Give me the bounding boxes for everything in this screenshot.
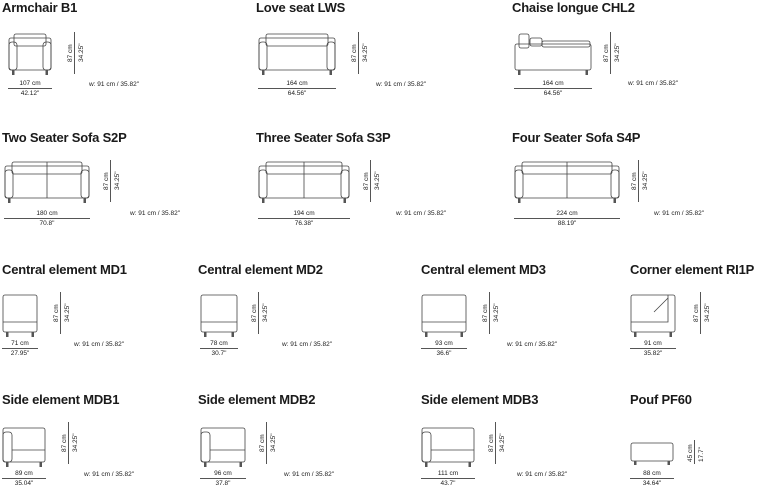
width-in: 70.8" <box>39 220 55 227</box>
width-dimension <box>2 470 46 487</box>
width-dimension <box>514 210 620 227</box>
width-dimension <box>630 340 676 357</box>
depth-dimension: w: 91 cm / 35.82" <box>376 81 426 88</box>
product-central-element-md1 <box>2 262 196 362</box>
side-element-icon <box>421 424 475 468</box>
product-title: Love seat LWS <box>256 0 346 15</box>
width-cm: 96 cm <box>214 470 232 477</box>
product-central-element-md2 <box>198 262 418 362</box>
depth-dimension: w: 91 cm / 35.82" <box>89 81 139 88</box>
height-dimension <box>630 160 652 202</box>
height-cm: 87 cm <box>363 172 370 190</box>
product-three-seater-sofa-s3p <box>256 130 506 240</box>
width-dimension <box>421 340 467 357</box>
product-two-seater-sofa-s2p <box>2 130 252 240</box>
width-cm: 78 cm <box>210 340 228 347</box>
depth-dimension: w: 91 cm / 35.82" <box>282 341 332 348</box>
width-cm: 89 cm <box>15 470 33 477</box>
product-title: Side element MDB3 <box>421 392 539 407</box>
height-in: 34.25" <box>499 433 506 452</box>
corner-element-icon <box>630 294 676 338</box>
width-in: 35.04" <box>14 480 34 487</box>
product-armchair-b1 <box>2 0 252 110</box>
height-cm: 87 cm <box>693 304 700 322</box>
width-dimension <box>4 210 90 227</box>
width-dimension <box>258 80 336 97</box>
width-in: 64.56" <box>543 90 563 97</box>
height-dimension <box>487 422 509 464</box>
product-title: Armchair B1 <box>2 0 78 15</box>
depth-dimension: w: 91 cm / 35.82" <box>284 471 334 478</box>
width-dimension <box>514 80 592 97</box>
height-in: 34.25" <box>78 43 85 62</box>
height-in: 34.25" <box>64 303 71 322</box>
product-title: Side element MDB1 <box>2 392 120 407</box>
height-cm: 87 cm <box>631 172 638 190</box>
height-dimension <box>258 422 280 464</box>
width-in: 36.6" <box>436 350 452 357</box>
chaise-longue-icon <box>514 32 592 76</box>
sofa-three-seater-icon <box>258 160 350 204</box>
width-cm: 194 cm <box>293 210 315 217</box>
width-cm: 164 cm <box>542 80 564 87</box>
product-chaise-longue-chl2 <box>512 0 766 110</box>
width-in: 27.95" <box>10 350 30 357</box>
height-cm: 87 cm <box>603 44 610 62</box>
product-title: Chaise longue CHL2 <box>512 0 635 15</box>
product-pouf-pf60 <box>630 392 766 490</box>
pouf-icon <box>630 442 674 466</box>
product-side-element-mdb2 <box>198 392 418 490</box>
height-in: 34.25" <box>614 43 621 62</box>
product-title: Corner element RI1P <box>630 262 755 277</box>
height-cm: 87 cm <box>259 434 266 452</box>
width-cm: 88 cm <box>643 470 661 477</box>
product-title: Central element MD1 <box>2 262 127 277</box>
width-dimension <box>8 80 52 97</box>
depth-dimension: w: 91 cm / 35.82" <box>84 471 134 478</box>
height-cm: 45 cm <box>687 444 694 462</box>
width-in: 37.8" <box>215 480 231 487</box>
width-cm: 164 cm <box>286 80 308 87</box>
product-title: Pouf PF60 <box>630 392 692 407</box>
product-title: Three Seater Sofa S3P <box>256 130 391 145</box>
height-dimension <box>362 160 384 202</box>
width-in: 34.64" <box>642 480 662 487</box>
width-dimension <box>2 340 38 357</box>
width-in: 42.12" <box>20 90 40 97</box>
height-cm: 87 cm <box>53 304 60 322</box>
width-in: 64.56" <box>287 90 307 97</box>
height-cm: 87 cm <box>67 44 74 62</box>
height-in: 34.25" <box>704 303 711 322</box>
height-in: 34.25" <box>362 43 369 62</box>
product-title: Central element MD3 <box>421 262 546 277</box>
height-in: 34.25" <box>493 303 500 322</box>
width-in: 76.38" <box>294 220 314 227</box>
armchair-icon <box>8 32 52 76</box>
depth-dimension: w: 91 cm / 35.82" <box>517 471 567 478</box>
width-cm: 93 cm <box>435 340 453 347</box>
depth-dimension: w: 91 cm / 35.82" <box>130 210 180 217</box>
width-dimension <box>630 470 674 487</box>
height-dimension <box>102 160 124 202</box>
height-in: 34.25" <box>262 303 269 322</box>
width-dimension <box>200 470 246 487</box>
depth-dimension: w: 91 cm / 35.82" <box>654 210 704 217</box>
height-dimension <box>350 32 372 74</box>
height-in: 34.25" <box>270 433 277 452</box>
depth-dimension: w: 91 cm / 35.82" <box>396 210 446 217</box>
loveseat-icon <box>258 32 336 76</box>
height-dimension <box>250 292 272 334</box>
width-in: 88.19" <box>557 220 577 227</box>
width-in: 43.7" <box>440 480 456 487</box>
width-in: 35.82" <box>643 350 663 357</box>
height-dimension <box>686 440 708 464</box>
product-title: Central element MD2 <box>198 262 323 277</box>
height-dimension <box>52 292 74 334</box>
width-cm: 91 cm <box>644 340 662 347</box>
width-cm: 71 cm <box>11 340 29 347</box>
height-cm: 87 cm <box>103 172 110 190</box>
side-element-icon <box>200 424 246 468</box>
width-cm: 107 cm <box>19 80 41 87</box>
width-cm: 180 cm <box>36 210 58 217</box>
height-in: 34.25" <box>374 171 381 190</box>
side-element-icon <box>2 424 46 468</box>
central-element-icon <box>421 294 467 338</box>
height-in: 34.25" <box>642 171 649 190</box>
height-in: 34.25" <box>72 433 79 452</box>
product-title: Side element MDB2 <box>198 392 316 407</box>
product-title: Two Seater Sofa S2P <box>2 130 127 145</box>
product-side-element-mdb3 <box>421 392 627 490</box>
width-cm: 224 cm <box>556 210 578 217</box>
product-central-element-md3 <box>421 262 627 362</box>
width-in: 30.7" <box>211 350 227 357</box>
sofa-two-seater-icon <box>4 160 90 204</box>
depth-dimension: w: 91 cm / 35.82" <box>507 341 557 348</box>
width-dimension <box>200 340 238 357</box>
height-cm: 87 cm <box>251 304 258 322</box>
height-dimension <box>481 292 503 334</box>
height-cm: 87 cm <box>351 44 358 62</box>
central-element-icon <box>200 294 238 338</box>
central-element-icon <box>2 294 38 338</box>
height-dimension <box>602 32 624 74</box>
height-dimension <box>60 422 82 464</box>
depth-dimension: w: 91 cm / 35.82" <box>74 341 124 348</box>
height-in: 34.25" <box>114 171 121 190</box>
product-corner-element-ri1p <box>630 262 766 362</box>
product-four-seater-sofa-s4p <box>512 130 766 240</box>
height-in: 17.7" <box>698 447 705 462</box>
height-cm: 87 cm <box>488 434 495 452</box>
width-dimension <box>258 210 350 227</box>
height-dimension <box>66 32 88 74</box>
product-title: Four Seater Sofa S4P <box>512 130 641 145</box>
height-cm: 87 cm <box>482 304 489 322</box>
height-dimension <box>692 292 714 334</box>
width-dimension <box>421 470 475 487</box>
product-love-seat-lws <box>256 0 506 110</box>
product-side-element-mdb1 <box>2 392 196 490</box>
sofa-four-seater-icon <box>514 160 620 204</box>
height-cm: 87 cm <box>61 434 68 452</box>
depth-dimension: w: 91 cm / 35.82" <box>628 80 678 87</box>
width-cm: 111 cm <box>437 470 459 477</box>
